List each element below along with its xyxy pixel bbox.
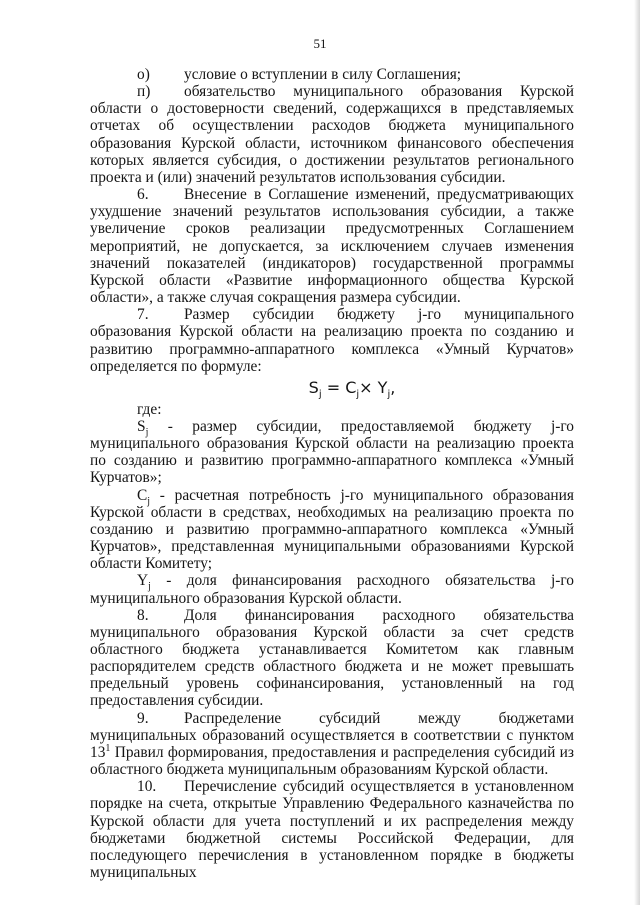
- paragraph-number: 10.: [137, 778, 157, 796]
- page-number: 51: [313, 36, 327, 51]
- paragraph-number: 8.: [137, 606, 149, 624]
- scan-edge-shadow: [634, 0, 640, 905]
- formula-equals: =: [326, 377, 341, 397]
- paragraph-text-continued: Правил формирования, предоставления и распределения субсидий из областного бюджета муниципальным образованиям Курской области.: [90, 743, 574, 779]
- document-body: [90, 66, 574, 881]
- formula-times: ×: [359, 377, 373, 397]
- paragraph-6: [90, 186, 574, 306]
- list-item-o: [90, 66, 574, 83]
- paragraph-number: 7.: [137, 306, 149, 324]
- list-item-p: [90, 83, 574, 186]
- definition-text: - расчетная потребность j-го муниципального образования Курской области в средствах, необходимых на реализацию проекта по созданию и развитию программно-аппаратного комплекса «Умный Курчатов», представленная муниципальными образованиями Курской области Комитету;: [90, 486, 574, 573]
- definition-text: - доля финансирования расходного обязательства j-го муниципального образования Курской области.: [90, 572, 574, 607]
- paragraph-8: [90, 607, 574, 710]
- paragraph-text: Внесение в Соглашение изменений, предусматривающих ухудшение значений результатов использования субсидии, а также увеличение сроков реализации предусмотренных Соглашением мероприятий, не допускается, за исключением случаев изменения значений показателей (индикаторов) государственной программы Курской области «Развитие информационного общества Курской области», а также случая сокращения размера субсидии.: [90, 186, 574, 307]
- definition-symbol: C: [137, 486, 148, 504]
- list-item-marker: о): [137, 66, 150, 83]
- definition-symbol: Y: [137, 572, 149, 590]
- list-item-text: условие о вступлении в силу Соглашения;: [184, 66, 462, 83]
- list-item-marker: п): [137, 83, 151, 101]
- list-item-text: обязательство муниципального образования Курской области о достоверности сведений, содержащихся в представляемых отчетах об осуществлении расходов бюджета муниципального образования Курской области, источником финансового обеспечения которых является субсидия, о достижении результатов регионального проекта и (или) значений результатов использования субсидии.: [90, 83, 574, 186]
- subsidy-formula: [90, 377, 574, 400]
- paragraph-number: 9.: [137, 709, 149, 727]
- paragraph-number: 6.: [137, 186, 149, 204]
- where-label: где:: [137, 400, 162, 418]
- paragraph-superscript: 1: [105, 742, 111, 754]
- definition-c: [90, 487, 574, 573]
- definition-subscript: j: [147, 495, 151, 507]
- formula-symbol-c: C: [345, 377, 357, 397]
- formula-symbol-y: Y: [377, 377, 388, 397]
- definition-subscript: j: [145, 427, 149, 439]
- definition-subscript: j: [148, 581, 151, 593]
- formula-subscript: j: [356, 389, 360, 400]
- definition-s: [90, 418, 574, 487]
- paragraph-text: Размер субсидии бюджету j-го муниципального образования Курской области на реализацию проекта по созданию и развитию программно-аппаратного комплекса «Умный Курчатов» определяется по формуле:: [90, 306, 574, 375]
- definition-symbol: S: [137, 417, 146, 435]
- paragraph-text: Доля финансирования расходного обязательства муниципального образования Курской области за счет средств областного бюджета устанавливается Комитетом как главным распорядителем средств областного бюджета и не может превышать предельный уровень софинансирования, установленный на год предоставления субсидии.: [90, 606, 574, 710]
- definition-y: [90, 572, 574, 606]
- paragraph-7: [90, 306, 574, 375]
- paragraph-text: Перечисление субсидий осуществляется в установленном порядке на счета, открытые Управлению Федерального казначейства по Курской области для учета поступлений и их распределения между бюджетами бюджетной системы Российской Федерации, для последующего перечисления в установленном порядке в бюджеты муниципальных: [90, 778, 574, 882]
- formula-subscript: j: [318, 389, 322, 400]
- formula-comma: ,: [390, 377, 396, 397]
- paragraph-9: [90, 710, 574, 779]
- formula-subscript: j: [387, 389, 391, 400]
- paragraph-text: Распределение субсидий между бюджетами муниципальных образований осуществляется в соответствии с пунктом 13: [90, 709, 574, 761]
- definition-text: - размер субсидии, предоставляемой бюджету j-го муниципального образования Курской области на реализацию проекта по созданию и развитию программно-аппаратного комплекса «Умный Курчатов»;: [90, 417, 574, 487]
- formula-symbol-s: S: [308, 377, 319, 397]
- paragraph-10: [90, 778, 574, 881]
